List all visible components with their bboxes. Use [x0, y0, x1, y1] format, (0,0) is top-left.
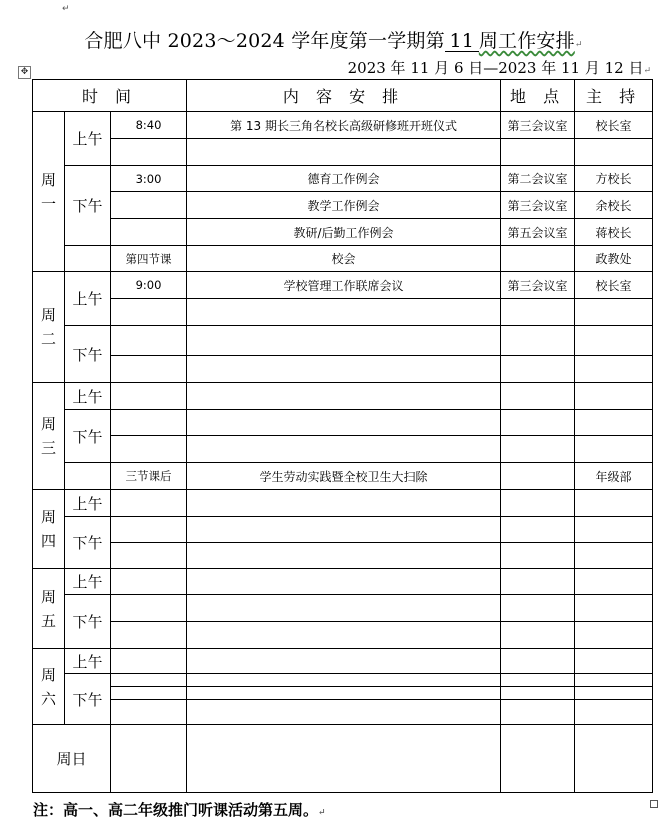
time-cell [111, 383, 187, 410]
content-cell [187, 299, 501, 326]
place-cell [501, 490, 575, 517]
pm-label: 下午 [65, 517, 111, 569]
header-content: 内 容 安 排 [187, 80, 501, 112]
place-cell [501, 356, 575, 383]
table-row [33, 383, 653, 410]
content-cell: 第 13 期长三角名校长高级研修班开班仪式 [187, 112, 501, 139]
host-cell [575, 622, 653, 649]
pm-label: 下午 [65, 166, 111, 246]
table-row [33, 649, 653, 674]
content-cell [187, 517, 501, 543]
table-row [33, 463, 653, 490]
title-suffix: 周工作安排 [478, 30, 575, 52]
host-cell [575, 490, 653, 517]
host-cell [575, 569, 653, 595]
time-cell [111, 490, 187, 517]
content-cell [187, 436, 501, 463]
host-cell [575, 356, 653, 383]
host-cell [575, 139, 653, 166]
content-cell [187, 383, 501, 410]
host-cell: 校长室 [575, 272, 653, 299]
table-row [33, 219, 653, 246]
content-cell [187, 674, 501, 687]
host-cell [575, 436, 653, 463]
place-cell [501, 383, 575, 410]
host-cell: 方校长 [575, 166, 653, 192]
time-cell [111, 299, 187, 326]
place-cell: 第三会议室 [501, 272, 575, 299]
time-cell [111, 326, 187, 356]
table-row [33, 112, 653, 139]
content-cell [187, 543, 501, 569]
place-cell [501, 410, 575, 436]
content-cell [187, 569, 501, 595]
host-cell [575, 687, 653, 700]
table-row [33, 326, 653, 356]
sunday-label: 周日 [33, 725, 111, 793]
host-cell: 校长室 [575, 112, 653, 139]
host-cell [575, 383, 653, 410]
host-cell [575, 410, 653, 436]
header-place: 地 点 [501, 80, 575, 112]
table-row [33, 436, 653, 463]
time-cell [111, 725, 187, 793]
table-row [33, 725, 653, 793]
table-row [33, 687, 653, 700]
content-cell: 学生劳动实践暨全校卫生大扫除 [187, 463, 501, 490]
table-row [33, 595, 653, 622]
header-time: 时 间 [33, 80, 187, 112]
time-cell: 3:00 [111, 166, 187, 192]
host-cell: 蒋校长 [575, 219, 653, 246]
schedule-table [32, 79, 653, 793]
host-cell [575, 649, 653, 674]
host-cell [575, 299, 653, 326]
table-row [33, 674, 653, 687]
time-cell [111, 219, 187, 246]
time-cell [111, 700, 187, 725]
table-row [33, 192, 653, 219]
content-cell [187, 649, 501, 674]
pm-label: 下午 [65, 595, 111, 649]
time-cell [111, 595, 187, 622]
content-cell [187, 356, 501, 383]
host-cell [575, 700, 653, 725]
am-label: 上午 [65, 569, 111, 595]
am-label: 上午 [65, 112, 111, 166]
time-cell: 三节课后 [111, 463, 187, 490]
table-row [33, 543, 653, 569]
host-cell [575, 674, 653, 687]
host-cell [575, 595, 653, 622]
time-cell [111, 622, 187, 649]
time-cell [111, 569, 187, 595]
table-row [33, 356, 653, 383]
host-cell [575, 517, 653, 543]
footnote: 注：高一、高二年级推门听课活动第五周。↵ [33, 801, 326, 819]
table-row [33, 622, 653, 649]
content-cell: 教学工作例会 [187, 192, 501, 219]
time-cell: 9:00 [111, 272, 187, 299]
place-cell [501, 687, 575, 700]
host-cell [575, 725, 653, 793]
content-cell [187, 725, 501, 793]
host-cell: 政教处 [575, 246, 653, 272]
am-label: 上午 [65, 490, 111, 517]
date-range-text: 2023 年 11 月 6 日—2023 年 11 月 12 日 [347, 59, 644, 77]
time-cell [111, 192, 187, 219]
am-label: 上午 [65, 272, 111, 326]
content-cell [187, 490, 501, 517]
place-cell [501, 622, 575, 649]
content-cell: 学校管理工作联席会议 [187, 272, 501, 299]
paragraph-mark: ↵ [62, 4, 70, 14]
day-cell-sat: 周 六 [33, 649, 65, 725]
time-cell: 8:40 [111, 112, 187, 139]
place-cell: 第五会议室 [501, 219, 575, 246]
host-cell [575, 543, 653, 569]
time-cell: 第四节课 [111, 246, 187, 272]
pm-label: 下午 [65, 326, 111, 383]
content-cell: 教研/后勤工作例会 [187, 219, 501, 246]
content-cell: 校会 [187, 246, 501, 272]
date-range: 2023 年 11 月 6 日—2023 年 11 月 12 日↵ [347, 59, 651, 77]
day-cell-tue: 周 二 [33, 272, 65, 383]
pm-label: 下午 [65, 410, 111, 463]
content-cell [187, 687, 501, 700]
place-cell [501, 674, 575, 687]
time-cell [111, 356, 187, 383]
content-cell [187, 139, 501, 166]
week-number: 11 [445, 31, 479, 52]
place-cell [501, 139, 575, 166]
table-row [33, 299, 653, 326]
place-cell [501, 463, 575, 490]
am-label: 上午 [65, 649, 111, 674]
place-cell [501, 725, 575, 793]
footnote-text: 注：高一、高二年级推门听课活动第五周。 [33, 801, 319, 819]
table-resize-handle[interactable] [650, 800, 658, 808]
blank-cell [65, 246, 111, 272]
time-cell [111, 649, 187, 674]
header-row [33, 80, 653, 112]
day-cell-thu: 周 四 [33, 490, 65, 569]
place-cell [501, 543, 575, 569]
place-cell: 第二会议室 [501, 166, 575, 192]
place-cell [501, 246, 575, 272]
host-cell [575, 326, 653, 356]
time-cell [111, 517, 187, 543]
place-cell: 第三会议室 [501, 112, 575, 139]
content-cell [187, 410, 501, 436]
table-row [33, 490, 653, 517]
place-cell [501, 326, 575, 356]
table-move-handle[interactable]: ✥ [18, 66, 31, 79]
time-cell [111, 436, 187, 463]
table-row [33, 410, 653, 436]
content-cell [187, 622, 501, 649]
place-cell [501, 517, 575, 543]
am-label: 上午 [65, 383, 111, 410]
day-cell-wed: 周 三 [33, 383, 65, 490]
place-cell [501, 649, 575, 674]
header-host: 主 持 [575, 80, 653, 112]
place-cell [501, 569, 575, 595]
page-title [0, 26, 667, 53]
place-cell: 第三会议室 [501, 192, 575, 219]
time-cell [111, 410, 187, 436]
place-cell [501, 595, 575, 622]
table-row [33, 246, 653, 272]
day-cell-fri: 周 五 [33, 569, 65, 649]
time-cell [111, 139, 187, 166]
content-cell [187, 700, 501, 725]
pm-label: 下午 [65, 674, 111, 725]
table-row [33, 272, 653, 299]
table-row [33, 569, 653, 595]
content-cell [187, 326, 501, 356]
place-cell [501, 700, 575, 725]
day-cell-mon: 周 一 [33, 112, 65, 272]
place-cell [501, 299, 575, 326]
paragraph-mark: ↵ [574, 40, 583, 50]
table-row [33, 139, 653, 166]
host-cell: 年级部 [575, 463, 653, 490]
table-row [33, 700, 653, 725]
place-cell [501, 436, 575, 463]
content-cell [187, 595, 501, 622]
content-cell: 德育工作例会 [187, 166, 501, 192]
blank-cell [65, 463, 111, 490]
table-row [33, 166, 653, 192]
title-prefix: 合肥八中 2023～2024 学年度第一学期第 [84, 30, 445, 52]
host-cell: 余校长 [575, 192, 653, 219]
table-row [33, 517, 653, 543]
time-cell [111, 674, 187, 687]
time-cell [111, 687, 187, 700]
time-cell [111, 543, 187, 569]
